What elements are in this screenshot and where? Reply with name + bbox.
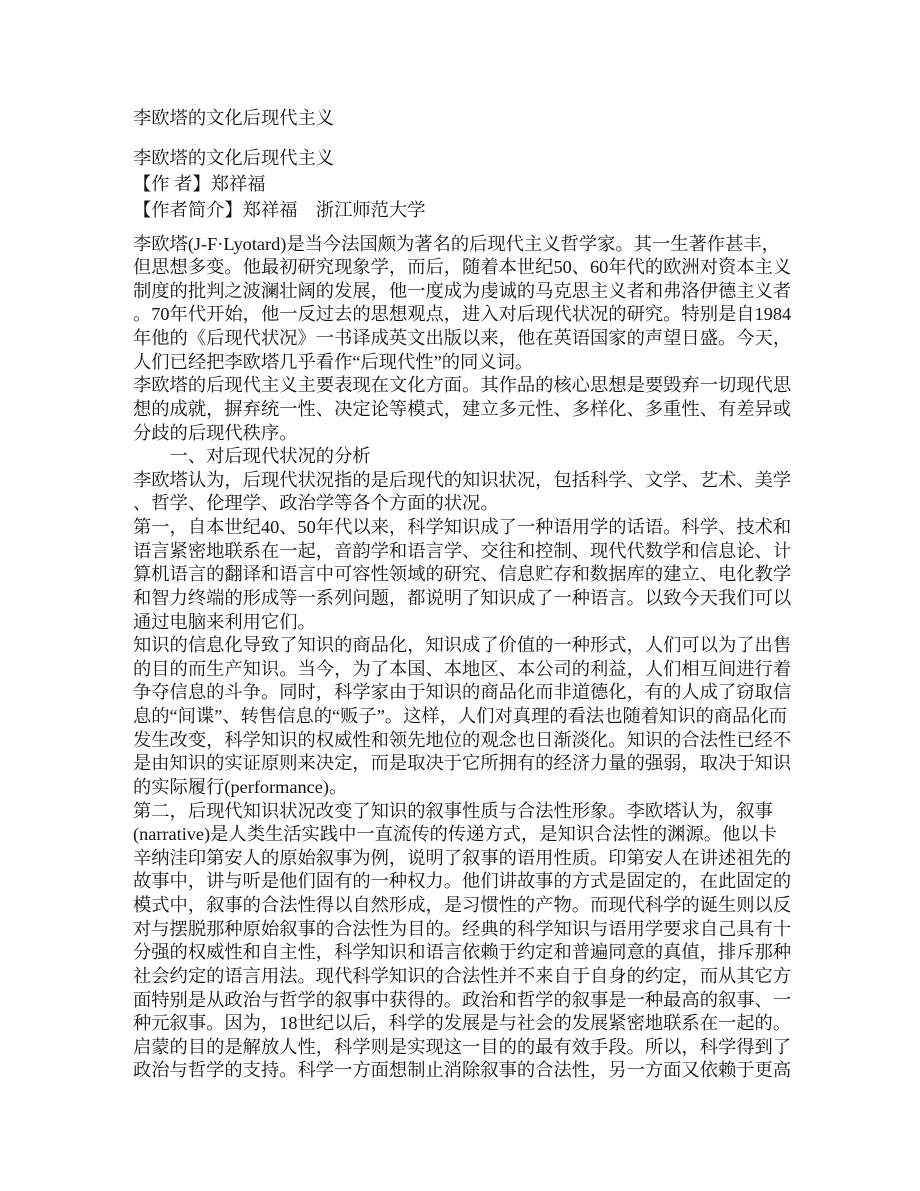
text-line: 和智力终端的形成等一系列问题，都说明了知识成了一种语言。以致今天我们可以	[133, 587, 792, 608]
document-body	[133, 233, 813, 1084]
text-line: 种元叙事。因为，18世纪以后，科学的发展是与社会的发展紧密地联系在一起的。	[133, 1013, 792, 1034]
text-line: 想的成就，摒弃统一性、决定论等模式，建立多元性、多样化、多重性、有差异或	[133, 398, 792, 419]
text-line: 李欧塔的后现代主义主要表现在文化方面。其作品的核心思想是要毁弃一切现代思	[133, 375, 792, 396]
text-line: 是由知识的实证原则来决定，而是取决于它所拥有的经济力量的强弱，取决于知识	[133, 753, 792, 774]
text-line: 争夺信息的斗争。同时，科学家由于知识的商品化而非道德化，有的人成了窃取信	[133, 682, 792, 703]
text-line: 对与摆脱那种原始叙事的合法性为目的。经典的科学知识与语用学要求自己具有十	[133, 918, 792, 939]
text-line: 制度的批判之波澜壮阔的发展，他一度成为虔诚的马克思主义者和弗洛伊德主义者	[133, 280, 792, 301]
text-line: 第二，后现代知识状况改变了知识的叙事性质与合法性形象。李欧塔认为，叙事	[133, 800, 773, 821]
text-line: 辛纳洼印第安人的原始叙事为例，说明了叙事的语用性质。印第安人在讲述祖先的	[133, 847, 792, 868]
text-line: 分强的权威性和自主性，科学知识和语言依赖于约定和普遍同意的真值，排斥那种	[133, 942, 792, 963]
text-line: 李欧塔(J-F·Lyotard)是当今法国颇为著名的后现代主义哲学家。其一生著作甚丰，	[133, 233, 780, 254]
text-line: 的目的而生产知识。当今，为了本国、本地区、本公司的利益，人们相互间进行着	[133, 658, 792, 679]
text-line: 第一，自本世纪40、50年代以来，科学知识成了一种语用学的话语。科学、技术和	[133, 517, 792, 537]
text-line: 故事中，讲与听是他们固有的一种权力。他们讲故事的方式是固定的，在此固定的	[133, 871, 792, 892]
text-line: 、哲学、伦理学、政治学等各个方面的状况。	[133, 493, 499, 514]
document-title-repeat: 李欧塔的文化后现代主义	[133, 147, 335, 168]
text-line: 发生改变，科学知识的权威性和领先地位的观念也日渐淡化。知识的合法性已经不	[133, 729, 792, 750]
text-line: 。70年代开始，他一反过去的思想观点，进入对后现代状况的研究。特别是自1984	[133, 304, 792, 325]
text-line: 社会约定的语言用法。现代科学知识的合法性并不来自于自身的约定，而从其它方	[133, 965, 792, 986]
text-line: 分歧的后现代秩序。	[133, 422, 298, 443]
document-text-block	[133, 107, 813, 1083]
text-line: 启蒙的目的是解放人性，科学则是实现这一目的的最有效手段。所以，科学得到了	[133, 1036, 792, 1057]
text-line: 一、对后现代状况的分析	[133, 446, 371, 467]
text-line: 年他的《后现代状况》一书译成英文出版以来，他在英语国家的声望日盛。今天，	[133, 328, 792, 348]
text-line: 模式中，叙事的合法性得以自然形成，是习惯性的产物。而现代科学的诞生则以反	[133, 895, 792, 915]
text-line: 李欧塔认为，后现代状况指的是后现代的知识状况，包括科学、文学、艺术、美学	[133, 469, 792, 490]
text-line: (narrative)是人类生活实践中一直流传的传递方式，是知识合法性的渊源。他以卡	[133, 824, 777, 845]
text-line: 面特别是从政治与哲学的叙事中获得的。政治和哲学的叙事是一种最高的叙事、一	[133, 989, 792, 1010]
text-line: 算机语言的翻译和语言中可容性领域的研究、信息贮存和数据库的建立、电化教学	[133, 564, 792, 585]
text-line: 知识的信息化导致了知识的商品化，知识成了价值的一种形式，人们可以为了出售	[133, 635, 792, 656]
document-title: 李欧塔的文化后现代主义	[133, 108, 335, 128]
text-line: 通过电脑来利用它们。	[133, 611, 316, 632]
text-line: 语言紧密地联系在一起，音韵学和语言学、交往和控制、现代代数学和信息论、计	[133, 540, 792, 561]
text-line: 人们已经把李欧塔几乎看作“后现代性”的同义词。	[133, 351, 534, 372]
text-line: 但思想多变。他最初研究现象学，而后，随着本世纪50、60年代的欧洲对资本主义	[133, 257, 792, 278]
author-intro-line: 【作者简介】郑祥福 浙江师范大学	[133, 199, 426, 220]
author-line: 【作 者】郑祥福	[133, 174, 266, 195]
text-line: 的实际履行(performance)。	[133, 776, 348, 797]
text-line: 息的“间谍”、转售信息的“贩子”。这样，人们对真理的看法也随着知识的商品化而	[133, 706, 788, 726]
text-line: 政治与哲学的支持。科学一方面想制止消除叙事的合法性，另一方面又依赖于更高	[133, 1060, 792, 1081]
